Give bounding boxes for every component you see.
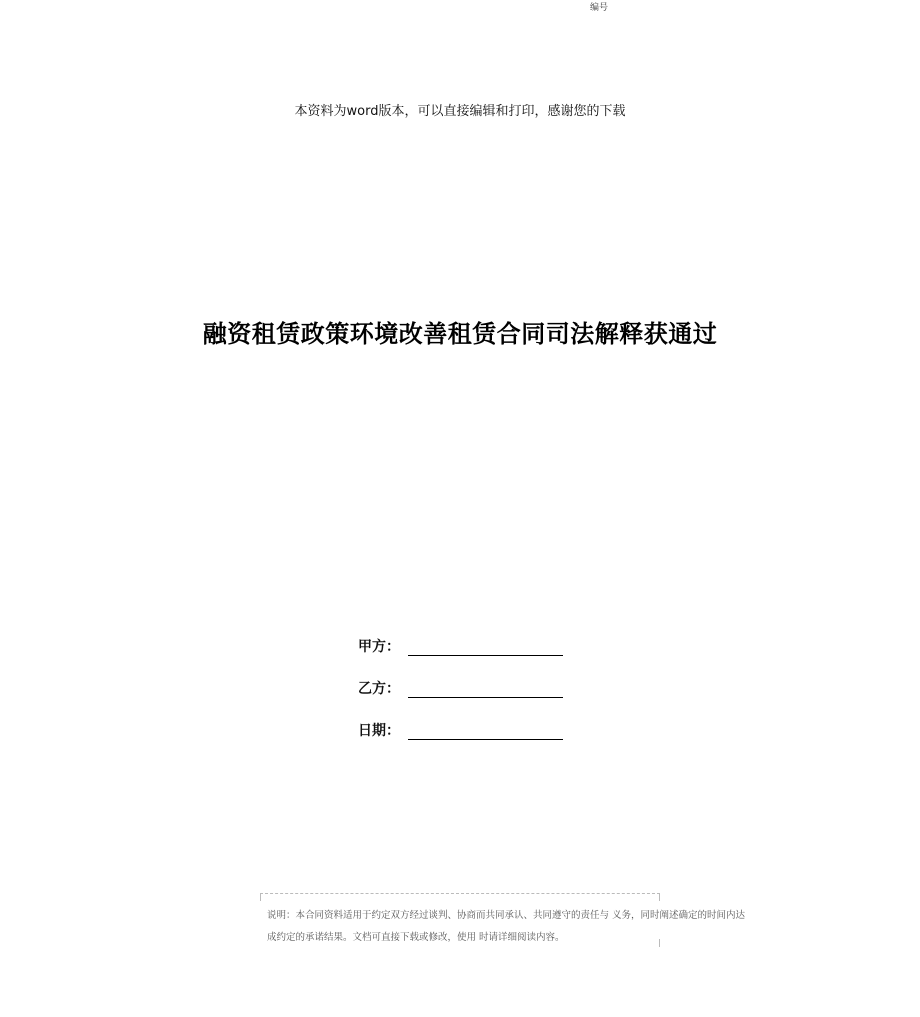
party-a-field[interactable] <box>408 641 563 656</box>
party-a-label: 甲方： <box>358 639 400 655</box>
signature-block <box>358 636 578 762</box>
party-b-label: 乙方： <box>358 681 400 697</box>
note-corner-left <box>260 893 261 901</box>
footer-note <box>260 893 746 945</box>
date-field[interactable] <box>408 725 563 740</box>
party-b-row <box>358 678 578 698</box>
date-row <box>358 720 578 740</box>
date-label: 日期： <box>358 723 400 739</box>
footer-note-text <box>267 905 792 949</box>
footer-note-line-1: 说明：本合同资料适用于约定双方经过谈判、协商而共同承认、共同遵守的责任与 义务，同时阐述确定的时间内达 <box>267 910 746 921</box>
note-corner-right <box>659 893 660 901</box>
page-title: 融资租赁政策环境改善租赁合同司法解释获通过 <box>202 319 718 348</box>
footer-note-line-2: 成约定的承诺结果。文档可直接下载或修改，使用 时请详细阅读内容。 <box>267 932 565 943</box>
party-a-row <box>358 636 578 656</box>
document-number-label: 编号 <box>590 3 609 13</box>
download-notice: 本资料为word版本，可以直接编辑和打印，感谢您的下载 <box>294 104 626 119</box>
party-b-field[interactable] <box>408 683 563 698</box>
note-divider <box>260 893 660 894</box>
